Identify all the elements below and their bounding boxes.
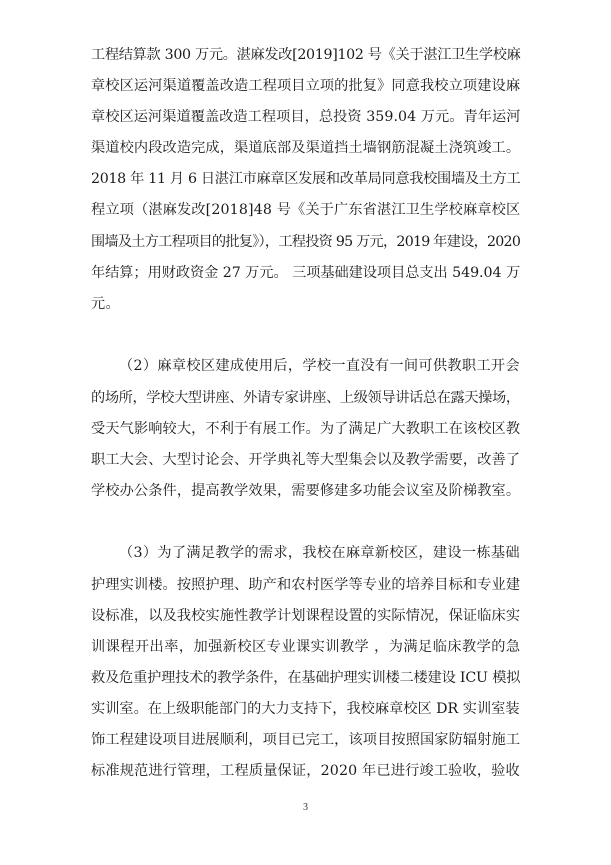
text-line: 工程结算款 300 万元。湛麻发改[2019]102 号《关于湛江卫生学校麻 [91,47,521,63]
text-line: 渠道校内段改造完成，渠道底部及渠道挡土墙钢筋混凝土浇筑竣工。 [91,140,521,156]
text-line: 标准规范进行管理，工程质量保证，2020 年已进行竣工验收，验收 [91,763,520,779]
text-line: 训课程开出率，加强新校区专业课实训教学 ，为满足临床教学的急 [91,639,521,655]
text-line: 程立项（湛麻发改[2018]48 号《关于广东省湛江卫生学校麻章校区 [91,202,521,218]
text-line: 年结算；用财政资金 27 万元。 三项基础建设项目总支出 549.04 万 [91,265,521,281]
text-line: 元。 [91,296,121,312]
text-line: 2018 年 11 月 6 日湛江市麻章区发展和改革局同意我校围墙及土方工 [91,171,521,187]
text-line: 救及危重护理技术的教学条件，在基础护理实训楼二楼建设 ICU 模拟 [91,670,521,686]
text-line: 护理实训楼。按照护理、助产和农村医学等专业的培养目标和专业建 [91,577,521,593]
page-number: 3 [303,802,308,813]
text-line: 设标准，以及我校实施性教学计划课程设置的实际情况，保证临床实 [91,608,521,624]
text-line: （3）为了满足教学的需求，我校在麻章新校区，建设一栋基础 [119,545,520,561]
text-line: 实训室。在上级职能部门的大力支持下，我校麻章校区 DR 实训室装 [91,701,520,717]
text-line: 章校区运河渠道覆盖改造工程项目，总投资 359.04 万元。青年运河 [91,109,521,125]
text-line: （2）麻章校区建成使用后，学校一直没有一间可供教职工开会 [119,358,520,374]
text-line: 围墙及土方工程项目的批复》），工程投资 95 万元，2019 年建设，2020 [91,234,521,250]
text-line: 学校办公条件，提高教学效果，需要修建多功能会议室及阶梯教室。 [91,483,521,499]
text-line: 的场所，学校大型讲座、外请专家讲座、上级领导讲话总在露天操场， [91,390,520,406]
text-line: 章校区运河渠道覆盖改造工程项目立项的批复》同意我校立项建设麻 [91,78,521,94]
text-line: 受天气影响较大，不利于有展工作。为了满足广大教职工在该校区教 [91,421,521,437]
text-line: 饰工程建设项目进展顺利，项目已完工，该项目按照国家防辐射施工 [91,732,521,748]
text-line: 职工大会、大型讨论会、开学典礼等大型集会以及教学需要，改善了 [91,452,521,468]
